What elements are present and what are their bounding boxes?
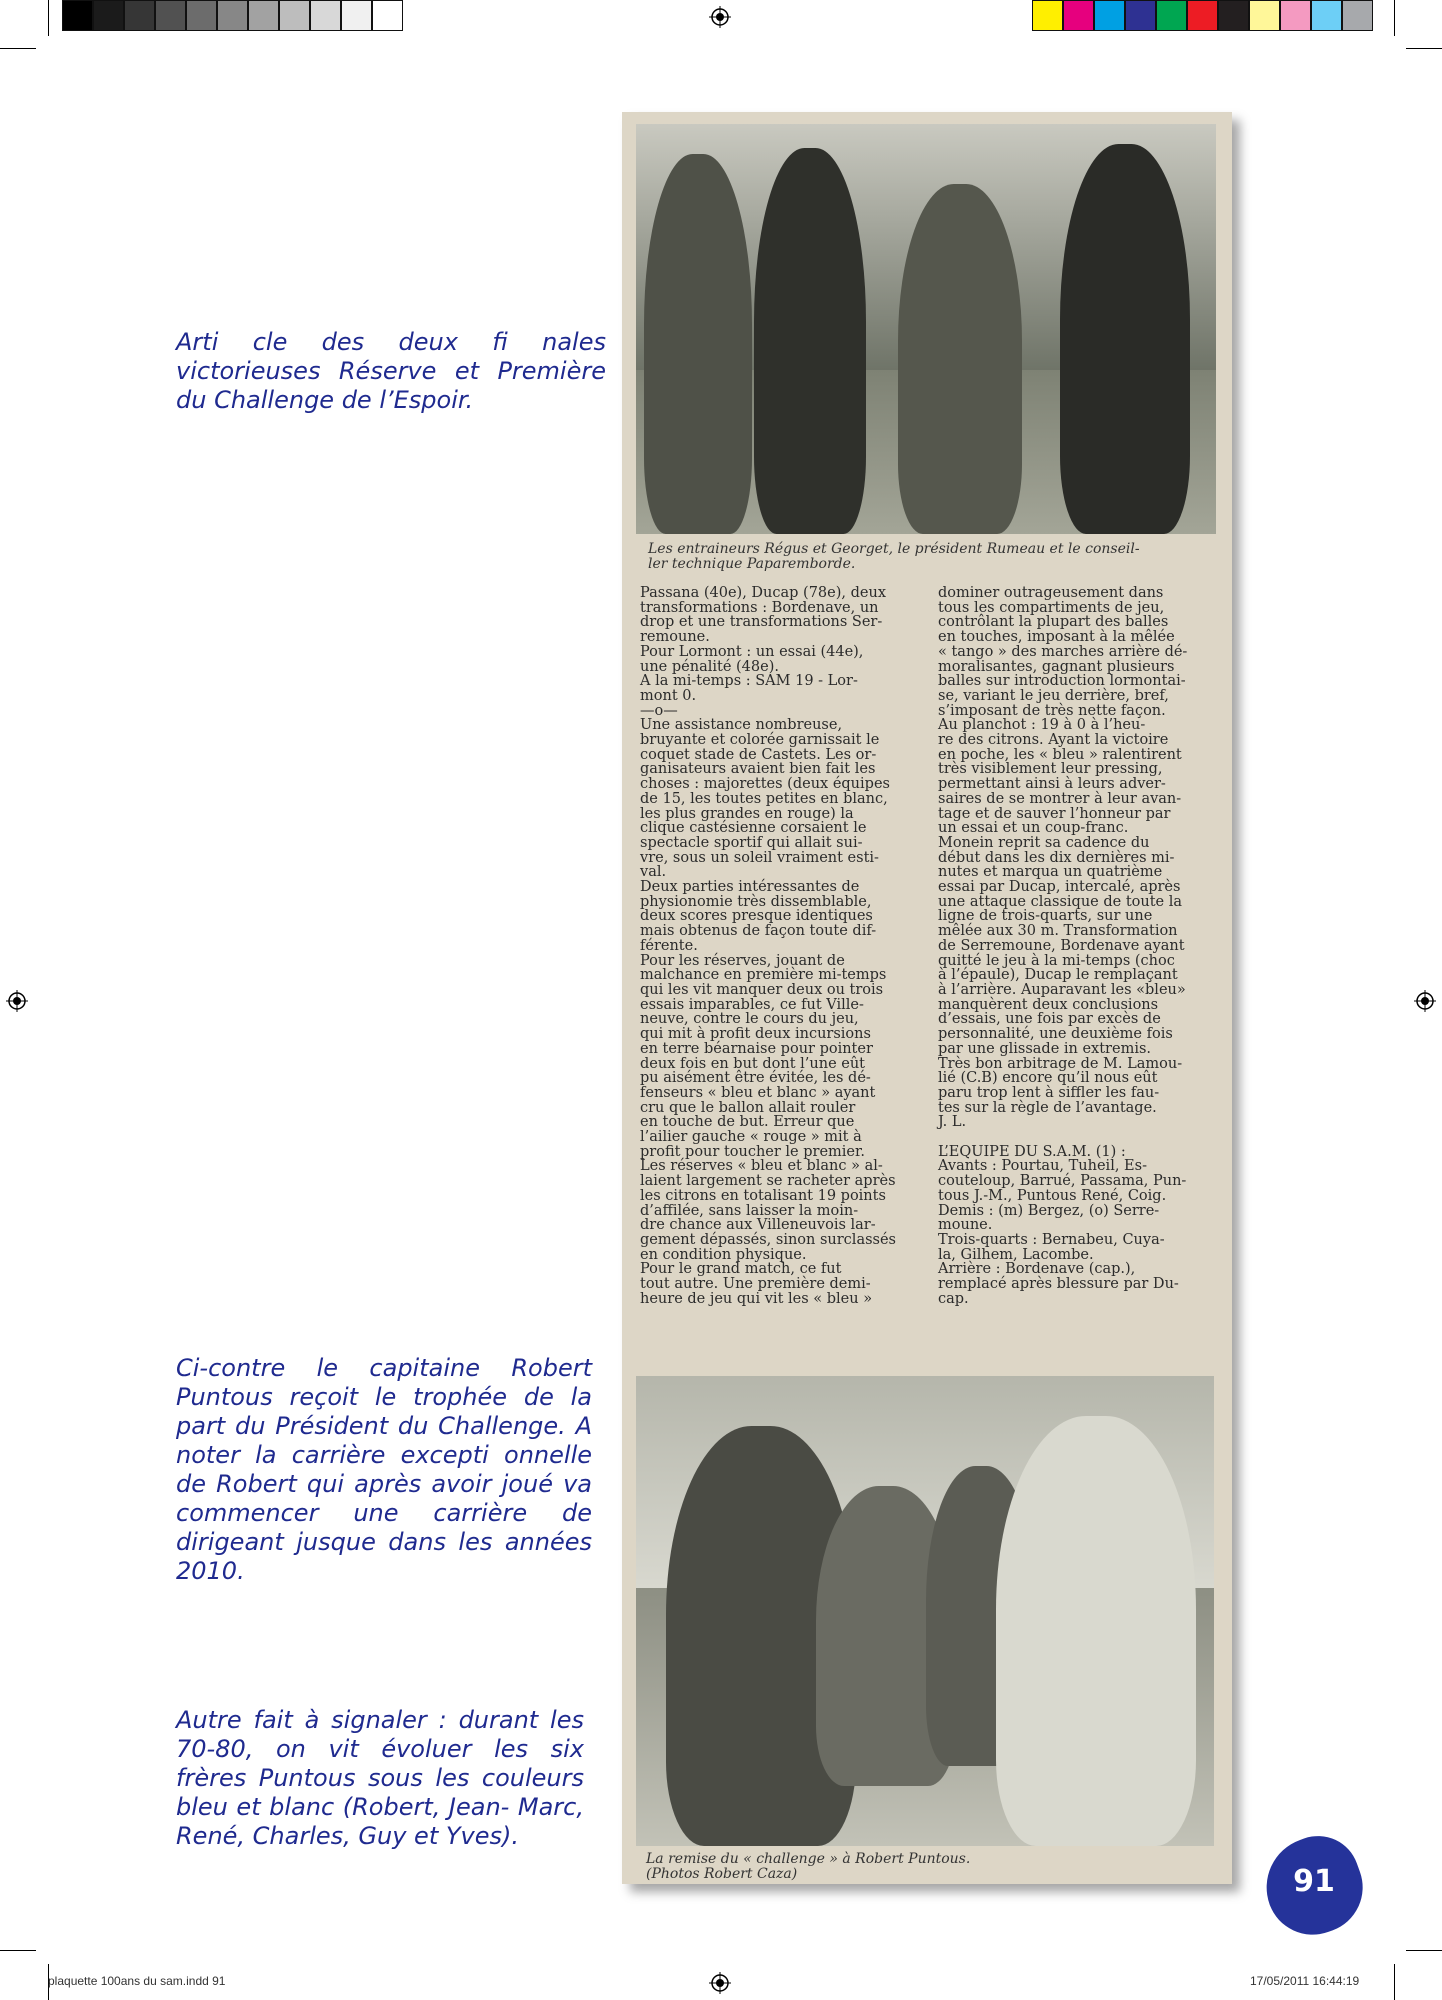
crop-mark	[1394, 1964, 1395, 2000]
color-swatch	[372, 0, 403, 31]
color-swatch	[1063, 0, 1094, 31]
photo-caption-trophy: La remise du « challenge » à Robert Puntous. (Photos Robert Caza)	[646, 1851, 971, 1882]
registration-mark-icon	[709, 6, 731, 28]
color-swatch	[124, 0, 155, 31]
color-swatch	[1280, 0, 1311, 31]
color-swatch	[341, 0, 372, 31]
photo-caption-coaches: Les entraineurs Régus et Georget, le président Rumeau et le conseil- ler technique Paparemborde.	[648, 541, 1140, 572]
color-swatch	[62, 0, 93, 31]
color-swatch	[217, 0, 248, 31]
crop-mark	[48, 0, 49, 36]
crop-mark	[0, 1950, 36, 1951]
color-swatch	[1032, 0, 1063, 31]
photo-trophy-handover	[636, 1376, 1214, 1846]
person-figure	[898, 184, 1022, 534]
person-figure	[996, 1416, 1196, 1846]
color-swatch	[186, 0, 217, 31]
slug-filename: plaquette 100ans du sam.indd 91	[48, 1974, 226, 1988]
photo-coaches	[636, 124, 1216, 534]
color-swatch	[1311, 0, 1342, 31]
grayscale-color-bar	[62, 0, 403, 31]
color-swatch	[1342, 0, 1373, 31]
person-figure	[754, 148, 866, 534]
person-figure	[644, 154, 752, 534]
page-number: 91	[1293, 1864, 1335, 1899]
color-swatch	[1156, 0, 1187, 31]
color-swatch	[155, 0, 186, 31]
crop-mark	[1394, 0, 1395, 36]
process-color-bar	[1032, 0, 1373, 31]
registration-mark-icon	[1414, 990, 1436, 1012]
slug-timestamp: 17/05/2011 16:44:19	[1250, 1974, 1360, 1988]
crop-mark	[1406, 48, 1442, 49]
article-column-2: dominer outrageusement dans tous les compartiments de jeu, contrôlant la plupart des balles en touches, imposant à la mêlée « tango » des marches arrière dé- moralisantes, gagnant plusieurs balles sur introduction lormontai- se, variant le jeu derrière, bref, s’imposant de très nette façon. Au planchot : 19 à 0 à l’heu- re des citrons. Ayant la victoire en poche, les « bleu » ralentirent très visiblement leur pressing, permettant ainsi à leurs adver- saires de se montrer à leur avan- tage et de sauver l’honneur par un essai et un coup-franc. Monein reprit sa cadence du début dans les dix dernières mi- nutes et marqua un quatrième essai par Ducap, intercalé, après une attaque classique de toute la ligne de trois-quarts, sur une mêlée aux 30 m. Transformation de Serremoune, Bordenave ayant quitté le jeu à la mi-temps (choc à l’épaule), Ducap le remplaçant à l’arrière. Auparavant les «bleu» manquèrent deux conclusions d’essais, une fois par excès de personnalité, une deuxième fois par une glissade in extremis. Très bon arbitrage de M. Lamou- lié (C.B) encore qu’il nous eût paru trop lent à siffler les fau- tes sur la règle de l’avantage. J. L. L’EQUIPE DU S.A.M. (1) : Avants : Pourtau, Tuheil, Es- couteloup, Barrué, Passama, Pun- tous J.-M., Puntous René, Coig. Demis : (m) Bergez, (o) Serre- moune. Trois-quarts : Bernabeu, Cuya- la, Gilhem, Lacombe. Arrière : Bordenave (cap.), remplacé après blessure par Du- cap.	[938, 585, 1188, 1307]
color-swatch	[279, 0, 310, 31]
person-figure	[1060, 144, 1190, 534]
color-swatch	[1094, 0, 1125, 31]
color-swatch	[93, 0, 124, 31]
color-swatch	[310, 0, 341, 31]
color-swatch	[248, 0, 279, 31]
caption-captain-trophy: Ci-contre le capitaine Robert Puntous reçoit le trophée de la part du Président du Challenge. A noter la carrière excepti onnelle de Robert qui après avoir joué va commencer une carrière de dirigeant jusque dans les années 2010.	[176, 1354, 592, 1585]
color-swatch	[1125, 0, 1156, 31]
registration-mark-icon	[6, 990, 28, 1012]
caption-puntous-brothers: Autre fait à signaler : durant les 70-80, on vit évoluer les six frères Puntous sous les couleurs bleu et blanc (Robert, Jean- Marc, René, Charles, Guy et Yves).	[176, 1706, 584, 1850]
color-swatch	[1249, 0, 1280, 31]
color-swatch	[1218, 0, 1249, 31]
color-swatch	[1187, 0, 1218, 31]
crop-mark	[1406, 1950, 1442, 1951]
article-column-1: Passana (40e), Ducap (78e), deux transformations : Bordenave, un drop et une transformations Ser- remoune. Pour Lormont : un essai (44e), une pénalité (48e). A la mi-temps : SAM 19 - Lor- mont 0. —o— Une assistance nombreuse, bruyante et colorée garnissait le coquet stade de Castets. Les or- ganisateurs avaient bien fait les choses : majorettes (deux équipes de 15, les toutes petites en blanc, les plus grandes en rouge) la clique castésienne corsaient le spectacle sportif qui allait sui- vre, sous un soleil vraiment esti- val. Deux parties intéressantes de physionomie très dissemblable, deux scores presque identiques mais obtenus de façon toute dif- férente. Pour les réserves, jouant de malchance en première mi-temps qui les vit manquer deux ou trois essais imparables, ce fut Ville- neuve, contre le cours du jeu, qui mit à profit deux incursions en terre béarnaise pour pointer deux fois en but dont l’une eût pu aisément être évitée, les dé- fenseurs « bleu et blanc » ayant cru que le ballon allait rouler en touche de but. Erreur que l’ailier gauche « rouge » mit à profit pour toucher le premier. Les réserves « bleu et blanc » al- laient largement se racheter après les citrons en totalisant 19 points d’affilée, sans laisser la moin- dre chance aux Villeneuvois lar- gement dépassés, sinon surclassés en condition physique. Pour le grand match, ce fut tout autre. Une première demi- heure de jeu qui vit les « bleu »	[640, 585, 896, 1307]
newspaper-clipping	[622, 112, 1232, 1884]
caption-finals-article: Arti cle des deux fi nales victorieuses Réserve et Première du Challenge de l’Espoir.	[176, 328, 606, 414]
crop-mark	[0, 48, 36, 49]
registration-mark-icon	[709, 1972, 731, 1994]
